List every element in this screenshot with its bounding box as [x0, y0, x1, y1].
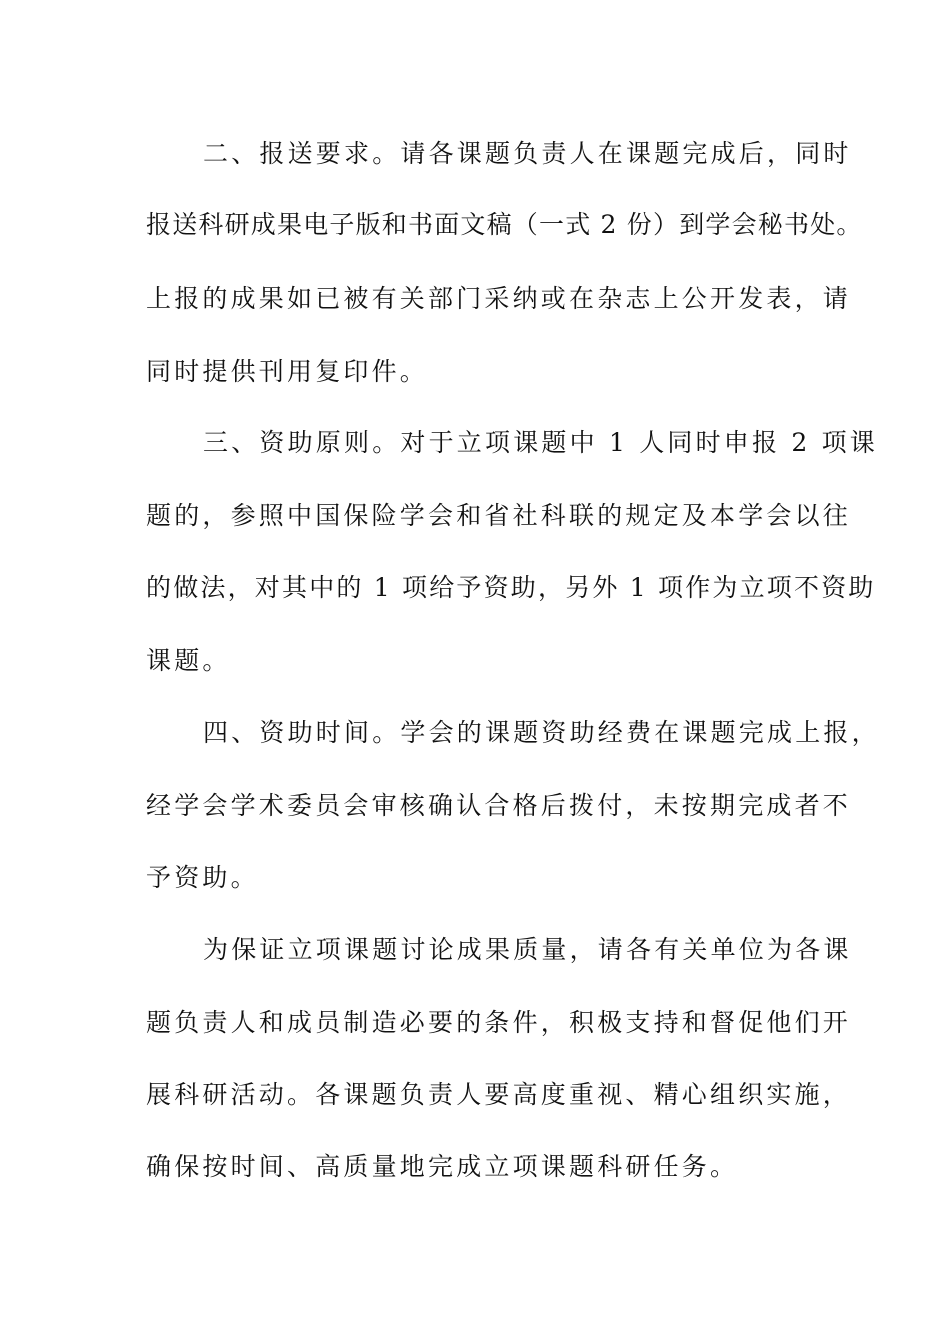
paragraph-3-line-2: 题的，参照中国保险学会和省社科联的规定及本学会以往 [146, 501, 852, 530]
paragraph-4-line-3: 予资助。 [146, 863, 259, 892]
paragraph-5-line-3: 展科研活动。各课题负责人要高度重视、精心组织实施， [146, 1080, 852, 1109]
paragraph-2-line-2: 报送科研成果电子版和书面文稿（一式 2 份）到学会秘书处。 [146, 210, 863, 239]
paragraph-5-line-4: 确保按时间、高质量地完成立项课题科研任务。 [146, 1152, 739, 1181]
paragraph-3-line-4: 课题。 [146, 646, 231, 675]
paragraph-4-line-1: 四、资助时间。学会的课题资助经费在课题完成上报， [203, 718, 880, 747]
paragraph-4-line-2: 经学会学术委员会审核确认合格后拨付，未按期完成者不 [146, 791, 852, 820]
paragraph-5-line-2: 题负责人和成员制造必要的条件，积极支持和督促他们开 [146, 1008, 852, 1037]
paragraph-2-line-3: 上报的成果如已被有关部门采纳或在杂志上公开发表，请 [146, 284, 852, 313]
paragraph-3-line-3: 的做法，对其中的 1 项给予资助，另外 1 项作为立项不资助 [146, 573, 876, 602]
paragraph-3-line-1: 三、资助原则。对于立项课题中 1 人同时申报 2 项课 [203, 428, 879, 457]
paragraph-5-line-1: 为保证立项课题讨论成果质量，请各有关单位为各课 [203, 935, 852, 964]
paragraph-2-line-1: 二、报送要求。请各课题负责人在课题完成后，同时 [203, 139, 852, 168]
paragraph-2-line-4: 同时提供刊用复印件。 [146, 357, 429, 386]
